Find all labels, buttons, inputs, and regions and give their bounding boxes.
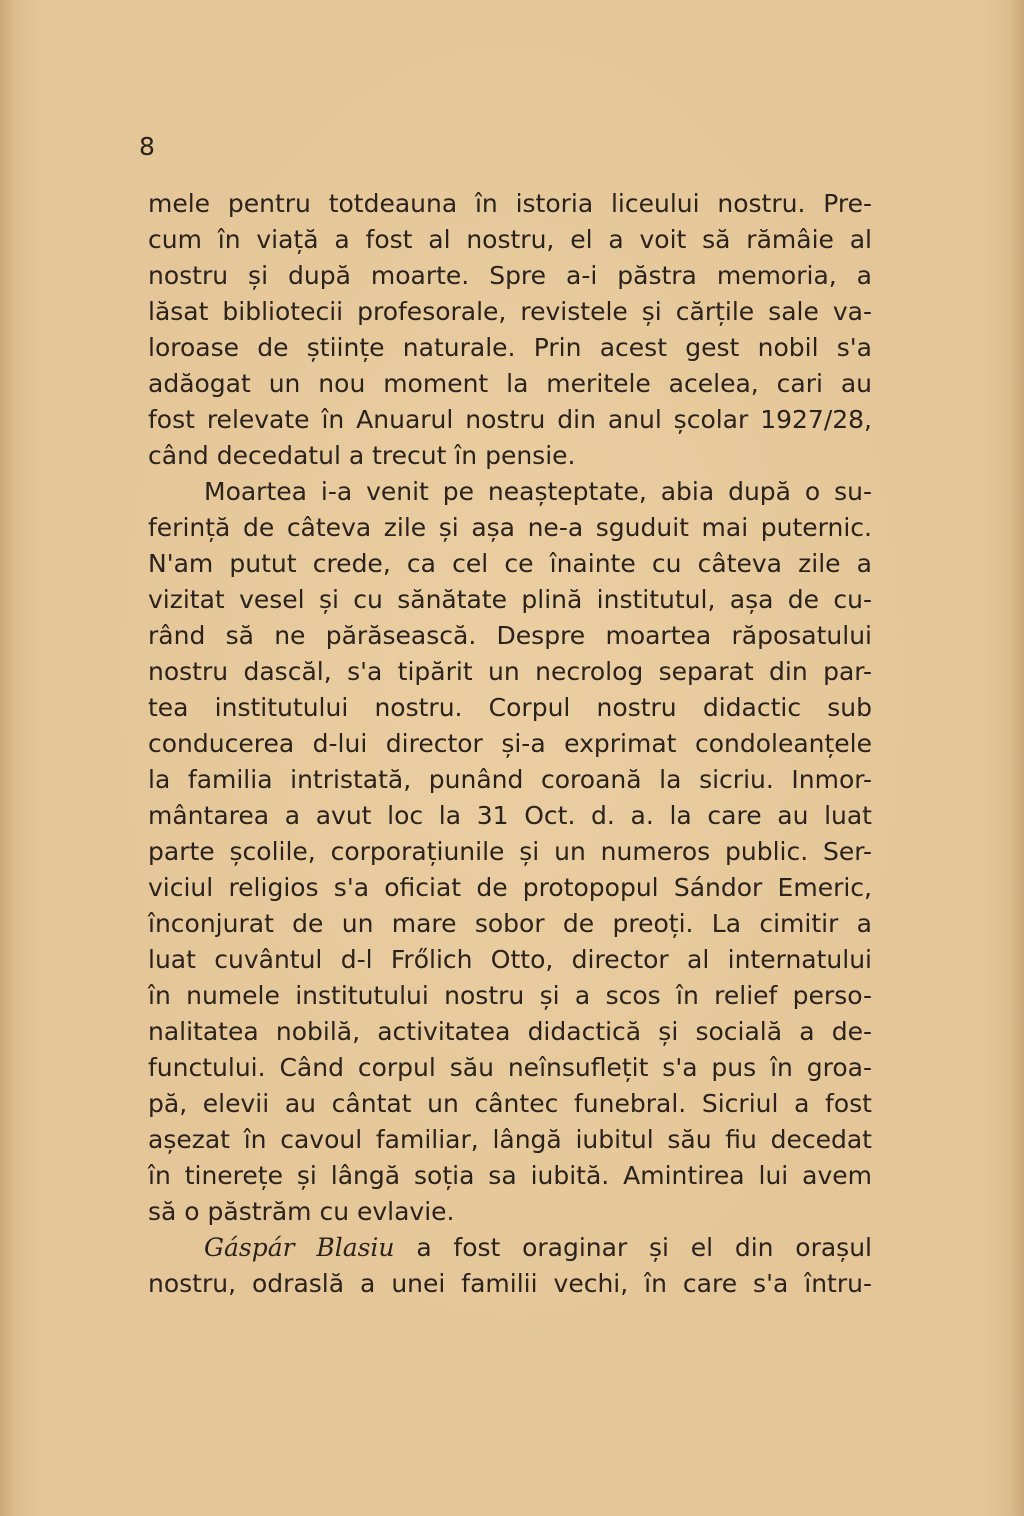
paragraph-1: [148, 186, 872, 474]
text-line: rând să ne părăsească. Despre moartea răposatului: [148, 621, 872, 650]
text-line: nalitatea nobilă, activitatea didactică și socială a de-: [148, 1017, 872, 1046]
text-fragment: a fost oraginar și el din orașul: [416, 1233, 872, 1262]
text-line: pă, elevii au cântat un cântec funebral. Sicriul a fost: [148, 1089, 872, 1118]
text-line: când decedatul a trecut în pensie.: [148, 441, 576, 470]
text-line: în numele institutului nostru și a scos în relief perso-: [148, 981, 872, 1010]
text-line: lăsat bibliotecii profesorale, revistele și cărțile sale va-: [148, 297, 872, 326]
text-line: functului. Când corpul său neînsuflețit s'a pus în groa-: [148, 1053, 872, 1082]
text-line: viciul religios s'a oficiat de protopopul Sándor Emeric,: [148, 873, 872, 902]
text-line: nostru, odraslă a unei familii vechi, în care s'a întru-: [148, 1269, 872, 1298]
text-line: [148, 1230, 872, 1266]
text-line: să o păstrăm cu evlavie.: [148, 1197, 455, 1226]
text-line: fost relevate în Anuarul nostru din anul școlar 1927/28,: [148, 405, 872, 434]
text-line: adăogat un nou moment la meritele acelea, cari au: [148, 369, 872, 398]
page-number: 8: [139, 132, 155, 161]
text-line: nostru și după moarte. Spre a-i păstra memoria, a: [148, 261, 872, 290]
text-line: loroase de științe naturale. Prin acest gest nobil s'a: [148, 333, 872, 362]
text-line: Moartea i-a venit pe neașteptate, abia după o su-: [204, 477, 872, 506]
paragraph-3: [148, 1230, 872, 1302]
text-line: mântarea a avut loc la 31 Oct. d. a. la care au luat: [148, 801, 872, 830]
text-line: la familia intristată, punând coroană la sicriu. Inmor-: [148, 765, 872, 794]
text-line: mele pentru totdeauna în istoria liceului nostru. Pre-: [148, 189, 872, 218]
text-line: cum în viață a fost al nostru, el a voit să rămâie al: [148, 225, 872, 254]
paragraph-2: [148, 474, 872, 1230]
text-line: conducerea d-lui director și-a exprimat condoleanțele: [148, 729, 872, 758]
text-line: luat cuvântul d-l Frőlich Otto, director al internatului: [148, 945, 872, 974]
person-name: Gáspár Blasiu: [204, 1233, 395, 1262]
text-line: înconjurat de un mare sobor de preoți. La cimitir a: [148, 909, 872, 938]
text-line: așezat în cavoul familiar, lângă iubitul său fiu decedat: [148, 1125, 872, 1154]
text-line: N'am putut crede, ca cel ce înainte cu câteva zile a: [148, 549, 872, 578]
text-line: ferință de câteva zile și așa ne-a sguduit mai puternic.: [148, 513, 872, 542]
text-line: parte școlile, corporațiunile și un numeros public. Ser-: [148, 837, 872, 866]
text-line: tea institutului nostru. Corpul nostru didactic sub: [148, 693, 872, 722]
body-text: [148, 186, 872, 1302]
text-line: vizitat vesel și cu sănătate plină institutul, așa de cu-: [148, 585, 872, 614]
text-line: nostru dascăl, s'a tipărit un necrolog separat din par-: [148, 657, 872, 686]
text-line: în tinerețe și lângă soția sa iubită. Amintirea lui avem: [148, 1161, 872, 1190]
